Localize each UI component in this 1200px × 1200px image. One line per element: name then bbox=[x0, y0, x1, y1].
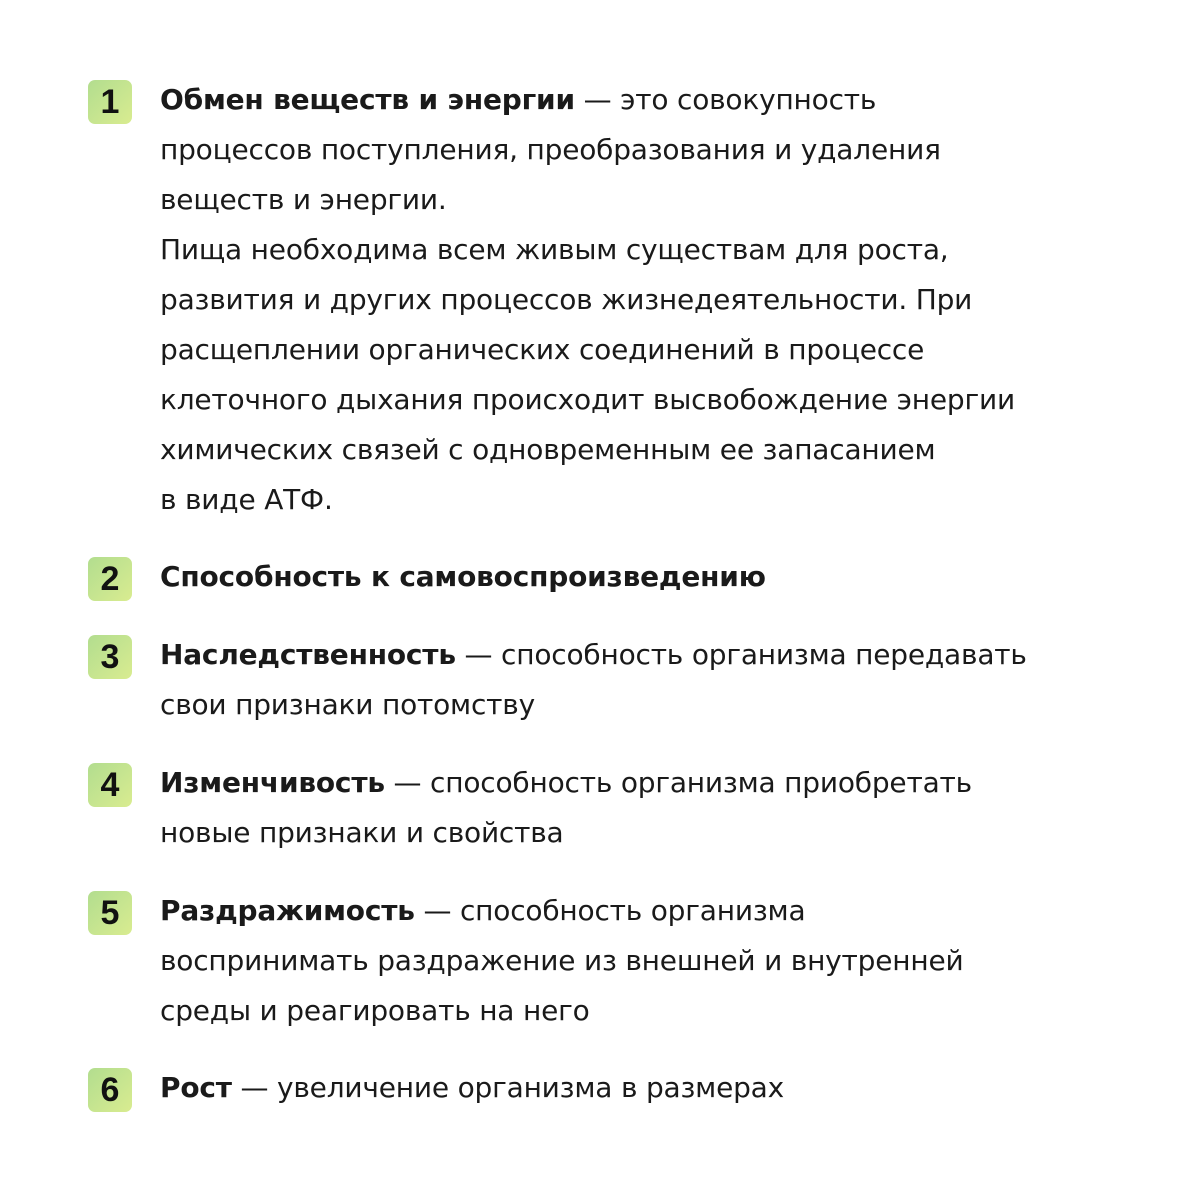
item-text-line: развития и других процессов жизнедеятельности. При bbox=[160, 283, 973, 316]
item-text-line: среды и реагировать на него bbox=[160, 994, 590, 1027]
item-text bbox=[160, 1063, 1160, 1113]
item-first-line bbox=[160, 758, 1160, 808]
number-badge: 6 bbox=[88, 1068, 132, 1112]
number-badge: 3 bbox=[88, 635, 132, 679]
item-first-line bbox=[160, 75, 1160, 125]
item-term: Наследственность bbox=[160, 638, 456, 671]
item-first-line bbox=[160, 552, 1160, 602]
item-text-line: Пища необходима всем живым существам для роста, bbox=[160, 233, 949, 266]
number-badge: 5 bbox=[88, 891, 132, 935]
number-badge: 4 bbox=[88, 763, 132, 807]
item-text-line: новые признаки и свойства bbox=[160, 816, 564, 849]
item-first-line bbox=[160, 886, 1160, 936]
item-text-line: процессов поступления, преобразования и удаления bbox=[160, 133, 941, 166]
item-text-line: клеточного дыхания происходит высвобождение энергии bbox=[160, 383, 1015, 416]
item-term: Рост bbox=[160, 1071, 232, 1104]
number-badge: 2 bbox=[88, 557, 132, 601]
item-text bbox=[160, 75, 1160, 525]
item-term: Способность к самовоспроизведению bbox=[160, 560, 766, 593]
item-first-line bbox=[160, 1063, 1160, 1113]
item-text-line: свои признаки потомству bbox=[160, 688, 535, 721]
item-text-line: химических связей с одновременным ее запасанием bbox=[160, 433, 936, 466]
item-definition: — способность организма приобретать bbox=[384, 766, 972, 799]
item-definition: — увеличение организма в размерах bbox=[231, 1071, 785, 1104]
item-text-line: расщеплении органических соединений в процессе bbox=[160, 333, 925, 366]
item-text bbox=[160, 758, 1160, 858]
item-text-line: веществ и энергии. bbox=[160, 183, 447, 216]
item-first-line bbox=[160, 630, 1160, 680]
item-term: Изменчивость bbox=[160, 766, 385, 799]
item-text bbox=[160, 886, 1160, 1036]
item-term: Раздражимость bbox=[160, 894, 415, 927]
item-definition: — способность организма передавать bbox=[455, 638, 1027, 671]
item-text-line: в виде АТФ. bbox=[160, 483, 333, 516]
item-text bbox=[160, 630, 1160, 730]
item-text-line: воспринимать раздражение из внешней и внутренней bbox=[160, 944, 964, 977]
item-text bbox=[160, 552, 1160, 602]
item-definition: — способность организма bbox=[414, 894, 806, 927]
item-definition: — это совокупность bbox=[574, 83, 877, 116]
item-term: Обмен веществ и энергии bbox=[160, 83, 575, 116]
number-badge: 1 bbox=[88, 80, 132, 124]
